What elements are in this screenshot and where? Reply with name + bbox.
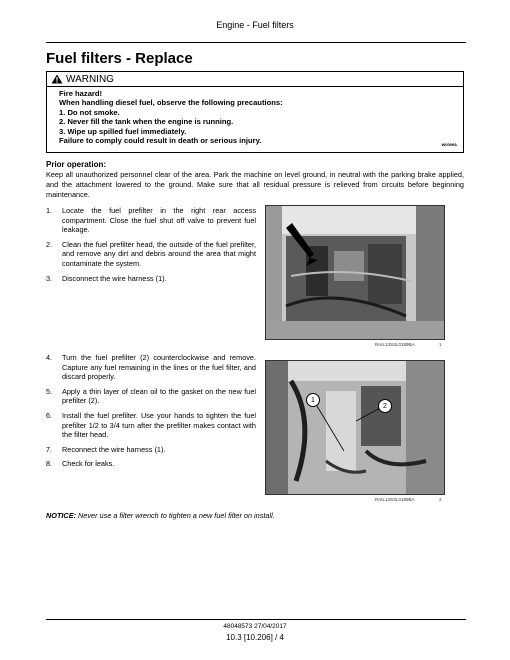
section-title: Fuel filters - Replace	[46, 50, 193, 67]
warning-line: Fire hazard!	[59, 89, 103, 98]
step-number: 4.	[46, 353, 53, 362]
step-text: Apply a thin layer of clean oil to the gasket on the new fuel prefilter (2).	[62, 386, 256, 406]
warning-line: 1. Do not smoke.	[59, 107, 120, 117]
warning-line: Failure to comply could result in death or serious injury.	[59, 136, 262, 146]
step-number: 1.	[46, 206, 53, 215]
figure-1-photo	[265, 205, 445, 340]
figure-1-caption: RAIL13SSL0189BA	[375, 342, 415, 347]
step-number: 5.	[46, 386, 53, 396]
steps-list-1	[46, 206, 256, 288]
step-item	[46, 274, 256, 284]
notice-label: NOTICE:	[46, 511, 76, 520]
figure-1-number: 1	[439, 342, 442, 347]
step-text: Check for leaks.	[62, 459, 115, 469]
step-item	[46, 387, 256, 406]
notice-text: Never use a filter wrench to tighten a new fuel filter on install.	[78, 511, 275, 520]
callout-1: 1	[306, 393, 320, 407]
step-number: 2.	[46, 239, 53, 249]
warning-code: W0099A	[441, 142, 457, 147]
warning-box	[46, 71, 464, 153]
step-item	[46, 353, 256, 382]
figure-2-number: 2	[439, 497, 442, 502]
step-text: Install the fuel prefilter. Use your hands to tighten the fuel prefilter 1/2 to 3/4 turn after the prefilter makes contact with the filter head.	[62, 410, 256, 440]
step-item	[46, 459, 256, 469]
notice	[46, 511, 275, 520]
step-text: Clean the fuel prefilter head, the outside of the fuel prefilter, and remove any dirt and debris around the area that might contaminate the system.	[62, 239, 256, 268]
engine-photo-1	[266, 206, 444, 339]
warning-triangle-icon	[51, 74, 63, 84]
step-text: Disconnect the wire harness (1).	[62, 273, 167, 283]
warning-line: 2. Never fill the tank when the engine is running.	[59, 117, 234, 127]
steps-list-2	[46, 353, 256, 474]
step-number: 6.	[46, 410, 53, 420]
warning-line: When handling diesel fuel, observe the following precautions:	[59, 98, 283, 108]
running-header: Engine - Fuel filters	[216, 20, 294, 30]
step-item	[46, 206, 256, 235]
figure-2-photo	[265, 360, 445, 495]
header-rule	[46, 42, 466, 43]
callout-2: 2	[378, 399, 392, 413]
prior-operation-text: Keep all unauthorized personnel clear of the area. Park the machine on level ground, in neutral with the parking brake applied, and the attachment lowered to the ground. Make sure that all residual pressure is relieved from circuits before beginning maintenance.	[46, 170, 464, 199]
step-item	[46, 411, 256, 440]
step-text: Locate the fuel prefilter in the right rear access compartment. Close the fuel shut off valve to prevent fuel leakage.	[62, 206, 256, 235]
engine-photo-2	[266, 361, 444, 494]
step-number: 3.	[46, 273, 53, 283]
warning-header	[47, 72, 463, 87]
footer-document-id: 48048573 27/04/2017	[223, 623, 287, 630]
warning-label: WARNING	[66, 73, 114, 85]
step-number: 8.	[46, 459, 53, 469]
footer-page-number: 10.3 [10.206] / 4	[226, 633, 284, 642]
step-text: Turn the fuel prefilter (2) counterclockwise and remove. Capture any fuel remaining in the lines or the fuel filter, and discard properly.	[62, 353, 256, 382]
prior-operation-heading: Prior operation:	[46, 160, 107, 169]
step-item	[46, 240, 256, 269]
step-number: 7.	[46, 444, 53, 454]
footer-rule	[46, 619, 466, 620]
warning-body	[59, 89, 283, 145]
step-item	[46, 445, 256, 455]
figure-2-caption: RAIL13SSL0189BA	[375, 497, 415, 502]
step-text: Reconnect the wire harness (1).	[62, 444, 166, 454]
warning-line: 3. Wipe up spilled fuel immediately.	[59, 126, 187, 136]
